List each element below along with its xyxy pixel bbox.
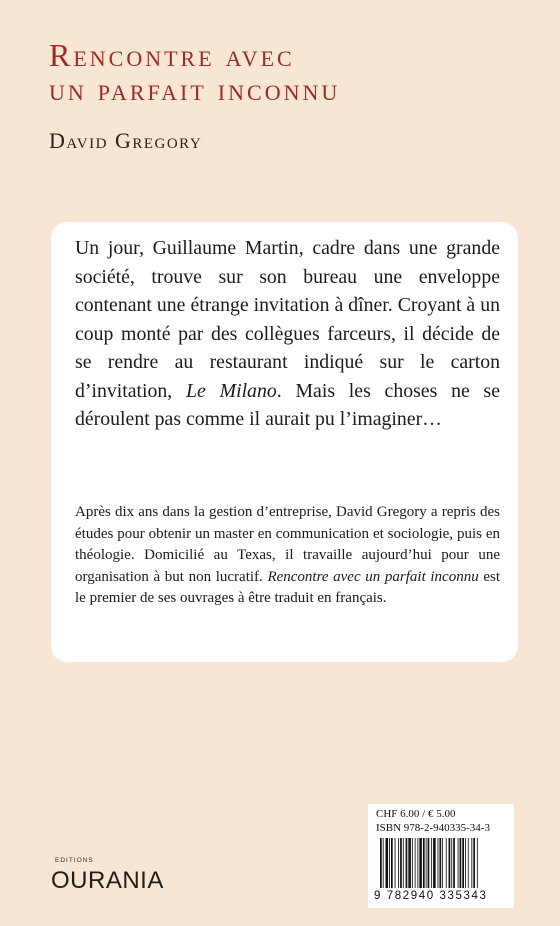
- publisher-name: OURANIA: [51, 867, 164, 894]
- price-label: CHF 6.00 / € 5.00: [376, 808, 456, 820]
- barcode-panel: [368, 804, 514, 908]
- bio-text-end: est le premier de ses ouvrages à être traduit en français.: [75, 568, 500, 606]
- publisher-label: EDITIONS: [55, 857, 94, 864]
- barcode-digits: 9 782940 335343: [374, 890, 488, 902]
- bio-book-title: Rencontre avec un parfait inconnu: [267, 568, 479, 585]
- book-title-line-2: un parfait inconnu: [49, 71, 341, 107]
- isbn-label: ISBN 978-2-940335-34-3: [376, 822, 490, 834]
- book-title-line-1: Rencontre avec: [49, 37, 295, 73]
- blurb-text-end: . Mais les choses ne se déroulent pas comme il aurait pu l’imaginer…: [75, 379, 500, 430]
- bio-text-start: Après dix ans dans la gestion d’entreprise, David Gregory a repris des études pour obtenir un master en communication et sociologie, puis en théologie. Domicilié au Texas, il travaille aujourd’hui pour une organisation à but non lucratif.: [75, 504, 500, 585]
- restaurant-name: Le Milano: [186, 379, 277, 402]
- author-bio-paragraph: [75, 502, 500, 610]
- blurb-paragraph: [75, 234, 500, 434]
- author-name: David Gregory: [49, 128, 203, 153]
- blurb-text-start: Un jour, Guillaume Martin, cadre dans une grande société, trouve sur son bureau une enveloppe contenant une étrange invitation à dîner. Croyant à un coup monté par des collègues farceurs, il décide de se rendre au restaurant indiqué sur le carton d’invitation,: [75, 237, 500, 402]
- book-title: [49, 38, 340, 106]
- barcode-icon: [378, 838, 504, 890]
- publisher-logo: [51, 857, 171, 901]
- summary-card: [51, 222, 518, 662]
